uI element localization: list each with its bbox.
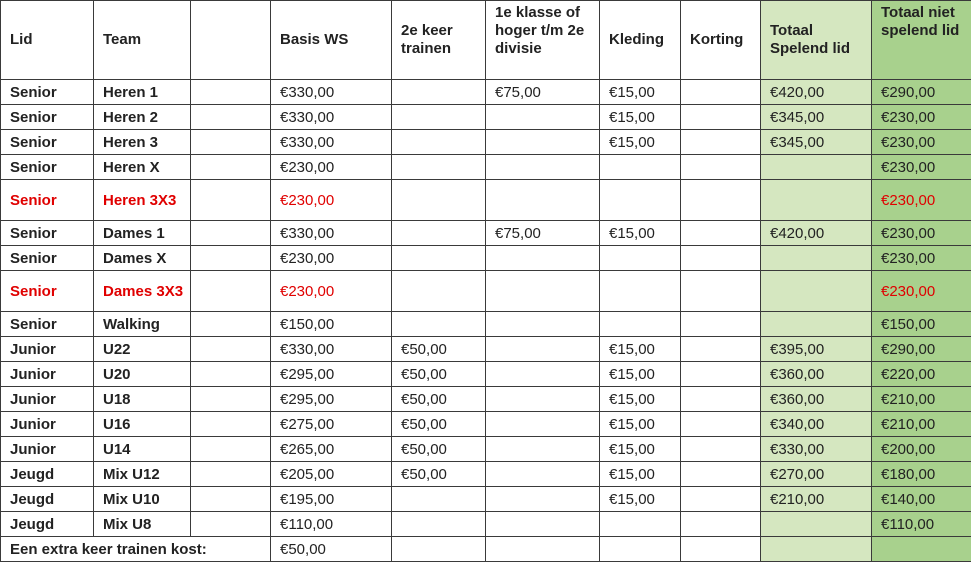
table-row [1,80,971,105]
table-row [1,362,971,387]
cell-korting [681,221,761,246]
cell-1e-klasse [486,105,600,130]
cell-2e-keer-trainen: €50,00 [392,412,486,437]
cell-kleding: €15,00 [600,387,681,412]
cell-team: Mix U10 [94,487,191,512]
cell-korting [681,412,761,437]
cell-empty [191,412,271,437]
cell-korting [681,487,761,512]
table-row [1,246,971,271]
cell-totaal-niet-spelend: €200,00 [872,437,971,462]
cell-korting [681,271,761,312]
cell-lid: Junior [1,437,94,462]
cell-empty [191,387,271,412]
cell-totaal-spelend: €270,00 [761,462,872,487]
cell-totaal-spelend: €420,00 [761,80,872,105]
cell-korting [681,437,761,462]
cell-totaal-spelend [761,512,872,537]
cell-basis-ws: €230,00 [271,180,392,221]
cell-1e-klasse [486,387,600,412]
cell-basis-ws: €195,00 [271,487,392,512]
cell-totaal-spelend [761,271,872,312]
cell-kleding [600,155,681,180]
table-row [1,180,971,221]
cell-2e-keer-trainen: €50,00 [392,337,486,362]
cell-2e-keer-trainen: €50,00 [392,462,486,487]
cell-team: Walking [94,312,191,337]
header-kleding: Kleding [600,1,681,80]
cell-lid: Junior [1,387,94,412]
cell-team: Dames 1 [94,221,191,246]
cell-empty [191,462,271,487]
header-team: Team [94,1,191,80]
cell-team: Heren 2 [94,105,191,130]
cell-totaal-spelend: €345,00 [761,130,872,155]
cell-totaal-niet-spelend: €290,00 [872,337,971,362]
header-lid: Lid [1,1,94,80]
cell-lid: Senior [1,180,94,221]
cell-korting [681,512,761,537]
header-totaal-spelend-lid: Totaal Spelend lid [761,1,872,80]
cell-2e-keer-trainen [392,80,486,105]
header-empty [191,1,271,80]
cell-totaal-niet-spelend: €150,00 [872,312,971,337]
cell-team: U20 [94,362,191,387]
cell-totaal-spelend: €360,00 [761,387,872,412]
cell-kleding [600,512,681,537]
cell-basis-ws: €330,00 [271,337,392,362]
cell-team: Heren X [94,155,191,180]
cell-basis-ws: €295,00 [271,387,392,412]
cell-1e-klasse [486,412,600,437]
cell-team: Dames 3X3 [94,271,191,312]
cell-basis-ws: €110,00 [271,512,392,537]
cell-korting [681,462,761,487]
cell-kleding: €15,00 [600,437,681,462]
cell-empty [191,512,271,537]
cell-totaal-spelend: €345,00 [761,105,872,130]
cell-totaal-niet-spelend: €230,00 [872,155,971,180]
cell-team: Heren 3X3 [94,180,191,221]
cell-empty [191,155,271,180]
table-row [1,312,971,337]
cell-korting [681,362,761,387]
cell-team: Mix U8 [94,512,191,537]
cell-1e-klasse [486,337,600,362]
table-row [1,387,971,412]
cell-kleding: €15,00 [600,80,681,105]
cell-totaal-niet-spelend: €140,00 [872,487,971,512]
cell-2e-keer-trainen: €50,00 [392,437,486,462]
cell-kleding: €15,00 [600,462,681,487]
cell-lid: Jeugd [1,512,94,537]
cell-1e-klasse: €75,00 [486,221,600,246]
cell-lid: Senior [1,246,94,271]
cell-totaal-niet-spelend: €290,00 [872,80,971,105]
cell-totaal-niet-spelend: €210,00 [872,412,971,437]
cell-2e-keer-trainen [392,105,486,130]
cell-2e-keer-trainen: €50,00 [392,362,486,387]
cell-totaal-spelend: €340,00 [761,412,872,437]
cell-kleding: €15,00 [600,337,681,362]
cell-kleding [600,180,681,221]
cell-kleding [600,312,681,337]
cell-totaal-niet-spelend: €230,00 [872,130,971,155]
header-totaal-niet-spelend-lid: Totaal niet spelend lid [872,1,971,80]
cell-korting [681,246,761,271]
header-row [1,1,971,80]
cell-totaal-spelend [761,180,872,221]
header-basis-ws: Basis WS [271,1,392,80]
cell-basis-ws: €330,00 [271,105,392,130]
header-2e-keer-trainen: 2e keer trainen [392,1,486,80]
cell-totaal-niet-spelend: €230,00 [872,180,971,221]
cell-lid: Junior [1,362,94,387]
cell-empty [191,105,271,130]
cell-kleding: €15,00 [600,221,681,246]
cell-korting [681,130,761,155]
cell-totaal-niet-spelend: €230,00 [872,271,971,312]
cell-kleding: €15,00 [600,487,681,512]
cell-empty [191,487,271,512]
cell-totaal-spelend [761,155,872,180]
cell-basis-ws: €275,00 [271,412,392,437]
table-row [1,155,971,180]
table-row [1,462,971,487]
cell-lid: Junior [1,412,94,437]
footer-label: Een extra keer trainen kost: [1,537,271,562]
cell-team: U22 [94,337,191,362]
cell-1e-klasse [486,362,600,387]
cell-team: U14 [94,437,191,462]
cell-1e-klasse [486,130,600,155]
header-korting: Korting [681,1,761,80]
cell-empty [191,271,271,312]
cell-2e-keer-trainen: €50,00 [392,387,486,412]
cell-totaal-niet-spelend: €230,00 [872,221,971,246]
cell-team: U18 [94,387,191,412]
table-row [1,271,971,312]
cell-basis-ws: €230,00 [271,246,392,271]
cell-empty [191,221,271,246]
cell-basis-ws: €265,00 [271,437,392,462]
cell-korting [681,105,761,130]
cell-empty [191,312,271,337]
cell-kleding [600,271,681,312]
cell-1e-klasse: €75,00 [486,80,600,105]
cell-team: Dames X [94,246,191,271]
cell-basis-ws: €330,00 [271,221,392,246]
cell-lid: Jeugd [1,462,94,487]
table-row [1,130,971,155]
cell-team: U16 [94,412,191,437]
cell-basis-ws: €330,00 [271,130,392,155]
cell-korting [681,80,761,105]
cell-2e-keer-trainen [392,271,486,312]
cell-totaal-spelend [761,246,872,271]
cell-empty [191,130,271,155]
cell-1e-klasse [486,512,600,537]
cell-1e-klasse [486,180,600,221]
cell-totaal-niet-spelend: €230,00 [872,246,971,271]
cell-empty [191,246,271,271]
cell-2e-keer-trainen [392,155,486,180]
cell-empty [191,337,271,362]
cell-2e-keer-trainen [392,180,486,221]
cell-totaal-spelend [761,312,872,337]
header-1e-klasse: 1e klasse of hoger t/m 2e divisie [486,1,600,80]
cell-2e-keer-trainen [392,312,486,337]
cell-korting [681,155,761,180]
cell-1e-klasse [486,487,600,512]
table-row [1,337,971,362]
cell-lid: Junior [1,337,94,362]
table-row [1,105,971,130]
cell-team: Mix U12 [94,462,191,487]
cell-lid: Senior [1,221,94,246]
cell-kleding: €15,00 [600,412,681,437]
cell-basis-ws: €205,00 [271,462,392,487]
cell-basis-ws: €230,00 [271,271,392,312]
cell-totaal-niet-spelend: €230,00 [872,105,971,130]
table-row [1,487,971,512]
table-row [1,412,971,437]
cell-lid: Senior [1,155,94,180]
cell-lid: Jeugd [1,487,94,512]
cell-korting [681,387,761,412]
table-row [1,512,971,537]
cell-lid: Senior [1,271,94,312]
cell-kleding: €15,00 [600,130,681,155]
cell-basis-ws: €295,00 [271,362,392,387]
cell-totaal-niet-spelend: €180,00 [872,462,971,487]
cell-2e-keer-trainen [392,487,486,512]
cell-2e-keer-trainen [392,512,486,537]
cell-basis-ws: €330,00 [271,80,392,105]
cell-lid: Senior [1,105,94,130]
cell-1e-klasse [486,462,600,487]
cell-kleding: €15,00 [600,362,681,387]
cell-1e-klasse [486,271,600,312]
cell-lid: Senior [1,80,94,105]
cell-1e-klasse [486,246,600,271]
cell-korting [681,337,761,362]
cell-totaal-spelend: €330,00 [761,437,872,462]
cell-team: Heren 1 [94,80,191,105]
cell-totaal-spelend: €395,00 [761,337,872,362]
cell-empty [191,180,271,221]
cell-totaal-spelend: €420,00 [761,221,872,246]
cell-empty [191,80,271,105]
cell-empty [191,437,271,462]
table-row [1,221,971,246]
footer-value: €50,00 [271,537,392,562]
cell-totaal-niet-spelend: €110,00 [872,512,971,537]
cell-lid: Senior [1,130,94,155]
cell-korting [681,312,761,337]
cell-totaal-spelend: €210,00 [761,487,872,512]
cell-kleding [600,246,681,271]
cell-basis-ws: €150,00 [271,312,392,337]
cell-2e-keer-trainen [392,130,486,155]
cell-totaal-niet-spelend: €210,00 [872,387,971,412]
cell-totaal-niet-spelend: €220,00 [872,362,971,387]
cell-2e-keer-trainen [392,221,486,246]
cell-2e-keer-trainen [392,246,486,271]
cell-totaal-spelend: €360,00 [761,362,872,387]
cell-kleding: €15,00 [600,105,681,130]
cell-1e-klasse [486,155,600,180]
cell-korting [681,180,761,221]
cell-1e-klasse [486,312,600,337]
cell-1e-klasse [486,437,600,462]
cell-lid: Senior [1,312,94,337]
cell-empty [191,362,271,387]
table-row [1,437,971,462]
cell-basis-ws: €230,00 [271,155,392,180]
cell-team: Heren 3 [94,130,191,155]
